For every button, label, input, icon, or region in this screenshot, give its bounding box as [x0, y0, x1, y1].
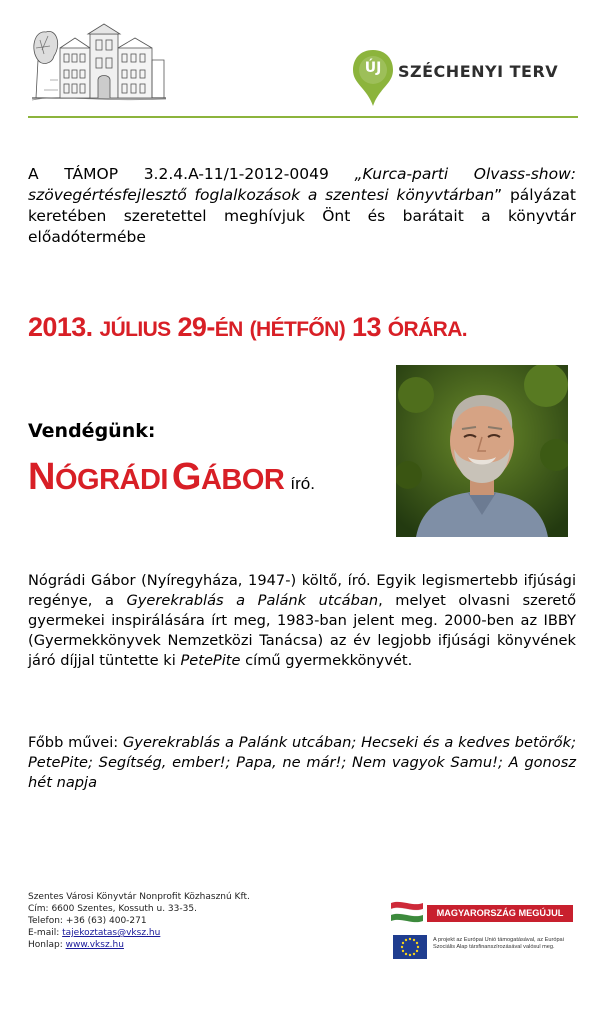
event-hour-suffix: ÓRÁRA. — [387, 318, 468, 341]
program-title: „Kurca-parti Olvass-show: szövegértésfejlesztő foglalkozások a szentesi könyvtárban — [28, 165, 577, 204]
contact-web-link[interactable]: www.vksz.hu — [65, 940, 124, 950]
event-weekday: (HÉTFŐN) — [249, 318, 346, 341]
event-day: 29- — [177, 312, 215, 342]
contact-web-label: Honlap: — [28, 940, 66, 950]
contact-email-label: E-mail: — [28, 928, 63, 938]
library-building-sketch — [30, 20, 168, 102]
intro-text-1: A TÁMOP 3.2.4.A-11/1-2012-0049 — [28, 165, 355, 183]
bio-book-1: Gyerekrablás a Palánk utcában — [126, 592, 379, 609]
intro-text-2: ” pályázat keretében szeretettel meghívjuk Önt és barátait a könyvtár előadótermébe — [28, 186, 576, 246]
eu-support-text: A projekt az Európai Unió támogatásával, az Európai Szociális Alap társfinanszírozásával valósul meg. — [433, 937, 564, 950]
eu-banner-text: MAGYARORSZÁG MEGÚJUL — [427, 905, 573, 922]
logo-badge-text: ÚJ — [364, 60, 382, 76]
works-label: Főbb művei: — [28, 734, 123, 751]
szechenyi-terv-logo — [352, 48, 572, 108]
eu-funding-logo — [389, 897, 574, 963]
bio-text-1: Nógrádi Gábor (Nyíregyháza, 1947-) költő, író. Egyik legismertebb ifjúsági regénye, a — [28, 572, 576, 609]
event-date — [28, 312, 588, 343]
contact-address: Cím: 6600 Szentes, Kossuth u. 33-35. — [28, 904, 197, 914]
works-list: Gyerekrablás a Palánk utcában; Hecseki és a kedves betörők; PetePite; Segítség, ember!; Papa, ne már!; Nem vagyok Samu!; A gonosz hét napja — [28, 734, 576, 791]
contact-org: Szentes Városi Könyvtár Nonprofit Közhasznú Kft. — [28, 892, 250, 902]
bio-text-2: , melyet olvasni szerető gyermekei inspirálására írt meg, 1983-ban jelent meg. 2000-ben az IBBY (Gyermekkönyvek Nemzetközi Tanácsa) az év legjobb ifjúsági könyvének járó díjjal tüntette ki — [28, 592, 577, 669]
invitation-intro — [28, 164, 576, 248]
guest-role: író. — [290, 474, 315, 493]
guest-photo — [396, 365, 568, 537]
guest-biography — [28, 571, 576, 671]
contact-phone: Telefon: +36 (63) 400-271 — [28, 916, 147, 926]
event-day-suffix: ÉN — [214, 318, 243, 341]
header-divider — [28, 116, 578, 118]
guest-first-initial: N — [28, 456, 55, 498]
guest-label: Vendégünk: — [28, 420, 156, 442]
contact-block — [28, 891, 250, 951]
bio-book-2: PetePite — [180, 652, 241, 669]
guest-works — [28, 733, 576, 793]
guest-name — [28, 456, 315, 499]
hungarian-flag-icon — [389, 897, 425, 927]
event-year: 2013. — [28, 312, 93, 342]
bio-text-3: című gyermekkönyvét. — [240, 652, 413, 669]
logo-title: SZÉCHENYI TERV — [398, 62, 559, 81]
event-hour: 13 — [352, 312, 381, 342]
event-month: JÚLIUS — [99, 318, 171, 341]
eu-flag-icon — [393, 935, 427, 959]
guest-last-initial: G — [171, 456, 201, 498]
contact-email-link[interactable]: tajekoztatas@vksz.hu — [62, 928, 161, 938]
guest-first-rest: ÓGRÁDI — [54, 464, 168, 496]
guest-last-rest: ÁBOR — [200, 464, 285, 496]
